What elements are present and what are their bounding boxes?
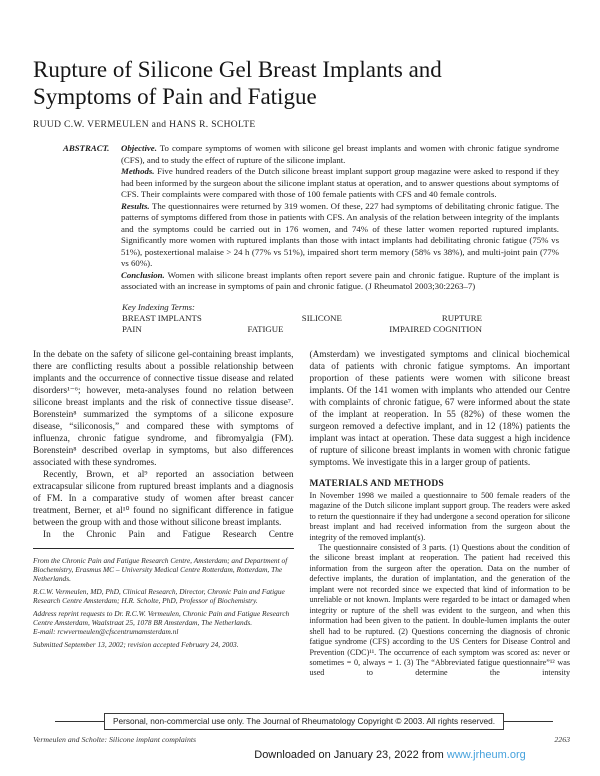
abstract-conclusion-label: Conclusion.	[121, 269, 165, 280]
abstract-results-text: The questionnaires were returned by 319 women. Of these, 227 had symptoms of debilitating chronic fatigue. The patterns of symptoms differed from those in patients with CFS. An analysis of the relation between integrity of the implants and the symptoms could be carried out in 176 women, and 74% of these latter women reported ruptured implants. Significantly more women with ruptured implants than those with intact implants had debilitating chronic fatigue (75% vs 51%), postexertional malaise > 24 h (77% vs 51%), impaired short term memory (58% vs 38%), and multi-joint pain (77% vs 60%).	[121, 200, 559, 268]
download-text: Downloaded on January 23, 2022 from	[254, 749, 447, 761]
materials-methods-heading: MATERIALS AND METHODS	[309, 478, 444, 489]
footnote-submission-dates: Submitted September 13, 2002; revision accepted February 24, 2003.	[33, 639, 239, 649]
footnote-affiliation: From the Chronic Pain and Fatigue Research Centre, Amsterdam; and Department of Biochemistry, Erasmus MC – University Medical Centre Rotterdam, Rotterdam, The Netherlands.	[33, 555, 288, 584]
right-column	[310, 349, 571, 695]
download-stamp	[180, 749, 600, 761]
key-term: PAIN	[122, 324, 142, 335]
key-indexing-terms	[122, 302, 482, 336]
abstract-conclusion	[121, 270, 559, 293]
intro-paragraph-2: Recently, Brown, et al⁹ reported an association between extracapsular silicone from ruptured breast implants and a diagnosis of FM. In a comparative study of women after breast cancer treatment, Berner, et al¹⁰ found no significant difference in fatigue between the group with and those without silicone breast implants.	[33, 469, 294, 528]
copyright-notice: Personal, non-commercial use only. The Journal of Rheumatology Copyright © 2003. All rights reserved.	[104, 713, 504, 730]
key-terms-label: Key Indexing Terms:	[122, 301, 195, 312]
author-footnotes	[33, 548, 294, 649]
key-term: BREAST IMPLANTS	[122, 312, 202, 323]
running-title: Vermeulen and Scholte: Silicone implant complaints	[33, 735, 197, 744]
key-terms-row2	[122, 324, 482, 335]
jrheum-link[interactable]: www.jrheum.org	[446, 749, 526, 761]
intro-paragraph-3: In the Chronic Pain and Fatigue Research Centre	[43, 529, 294, 540]
methods-paragraph-2: The questionnaire consisted of 3 parts. (1) Questions about the condition of the silicone breast implant at reoperation. The patient had received this information from the surgeon after the operation. Data on the number of defective implants, the duration of implantation, and the generation of the implant were not recorded since we expected that kind of information to be unreliable or not known. Implants were regarded to be intact or damaged when integrity or rupture of the shell was evident to the surgeon, and when this information had been given to the patient. In double-lumen implants the outer shell had to be ruptured. (2) Questions concerning the diagnosis of chronic fatigue syndrome (CFS) according to the US Centers for Disease Control and Prevention (CDC)¹¹. The occurrence of each symptom was scored as: never or sometimes = 0, always = 1. (3) The “Abbreviated fatigue questionnaire”¹² was used to determine the intensity	[309, 542, 570, 678]
two-column-body	[33, 349, 570, 695]
article-title	[33, 56, 570, 110]
abstract-methods-text: Five hundred readers of the Dutch silicone breast implant support group magazine were asked to respond if they had been informed by the surgeon about the silicone implant status at operation, and to answer questions about symptoms of CFS. Their complaints were compared with those of 100 female patients with CFS and 40 female controls.	[121, 166, 559, 199]
abstract-methods	[121, 166, 559, 201]
abstract-label: ABSTRACT.	[63, 143, 110, 153]
intro-paragraph-1: In the debate on the safety of silicone gel-containing breast implants, there are conflicting results about a possible relationship between implants and the occurrence of connective tissue disease and related disorders¹⁻⁶; however, meta-analyses found no relation between silicone breast implants and the risk of connective tissue disease⁷. Borenstein⁸ summarized the symptoms of a silicone exposure disease, “siliconosis,” and compared these with symptoms of influenza, chronic fatigue syndrome, and fibromyalgia (FM). Borenstein⁸ described overlap in symptoms, but also differences associated with these syndromes.	[33, 349, 294, 468]
abstract-body	[121, 143, 559, 293]
abstract-methods-label: Methods.	[121, 166, 155, 176]
article-title-line1: Rupture of Silicone Gel Breast Implants and	[33, 57, 442, 82]
footnote-reprint-address: Address reprint requests to Dr. R.C.W. Vermeulen, Chronic Pain and Fatigue Research Centre Amsterdam, Waalstraat 25, 1078 BR Amsterdam, The Netherlands.	[33, 608, 290, 627]
authors-line: RUUD C.W. VERMEULEN and HANS R. SCHOLTE	[33, 120, 256, 130]
key-term: FATIGUE	[247, 324, 284, 335]
abstract-results	[121, 201, 559, 270]
page-number: 2263	[554, 735, 570, 744]
key-terms-row1	[122, 313, 482, 324]
key-term: IMPAIRED COGNITION	[389, 324, 482, 335]
left-column	[33, 349, 294, 695]
abstract-objective-text: To compare symptoms of women with silicone gel breast implants and women with chronic fatigue syndrome (CFS), and to study the effect of rupture of the silicone implant.	[121, 143, 560, 165]
abstract-objective	[121, 143, 559, 166]
key-term: RUPTURE	[441, 312, 482, 323]
running-footer	[33, 735, 570, 744]
footnote-email: E-mail: rcwvermeulen@cfscentrumamsterdam.nl	[33, 627, 179, 637]
abstract-section	[63, 143, 559, 293]
abstract-conclusion-text: Women with silicone breast implants often report severe pain and chronic fatigue. Rupture of the implant is associated with an increase in symptoms of pain and chronic fatigue. (J Rheumatol 2003;30:2263–7)	[121, 269, 560, 291]
abstract-objective-label: Objective.	[121, 143, 157, 153]
methods-paragraph-1: In November 1998 we mailed a questionnaire to 500 female readers of the magazine of the Dutch silicone implant support group. The readers were asked to return the questionnaire if they had undergone a second operation for silicone breast implant and had received information from the surgeon about the integrity of the removed implant(s).	[309, 490, 570, 542]
abstract-results-label: Results.	[121, 200, 150, 211]
article-title-line2: Symptoms of Pain and Fatigue	[33, 84, 317, 109]
footnote-credentials: R.C.W. Vermeulen, MD, PhD, Clinical Research, Director, Chronic Pain and Fatigue Research Centre Amsterdam; H.R. Scholte, PhD, Professor of Biochemistry.	[33, 586, 285, 606]
copyright-notice-row	[55, 713, 553, 730]
key-term: SILICONE	[301, 312, 342, 323]
intro-paragraph-4: (Amsterdam) we investigated symptoms and clinical biochemical data of patients with chronic fatigue symptoms. An important proportion of these patients were women with silicone breast implants. Of the 141 women with implants who attended our Centre with complaints of chronic fatigue, 67 were informed about the state of the implant at reoperation. In 55 (82%) of these women the surgeon removed a defective implant, and in 12 (18%) patients the implant was intact at operation. These data suggest a high incidence of rupture of silicone breast implants in women with chronic fatigue symptoms. We investigate this in a larger group of patients.	[309, 349, 570, 468]
